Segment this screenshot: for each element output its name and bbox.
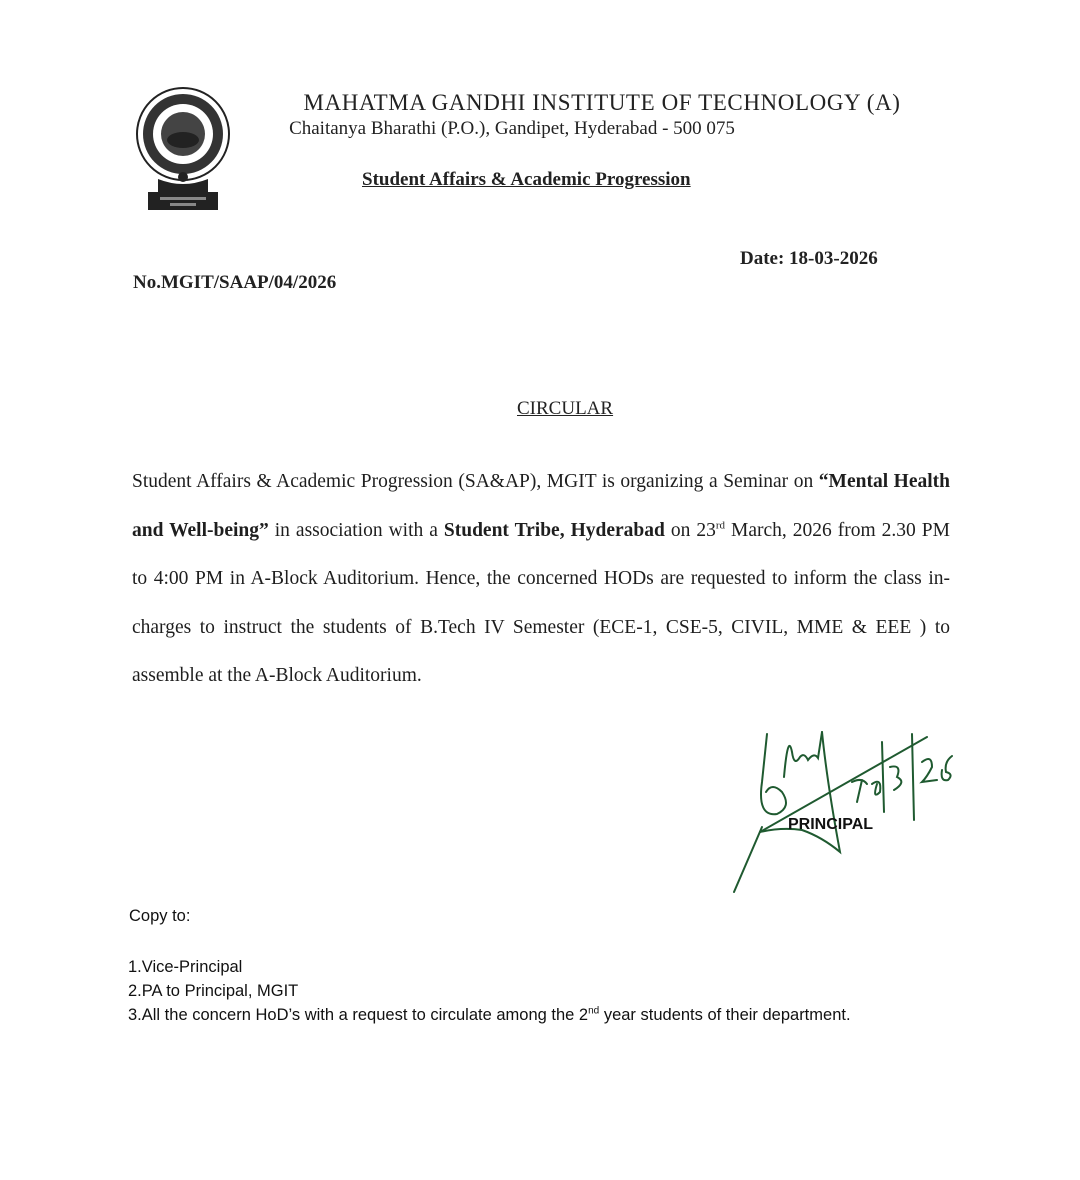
copy-to-item-text: year students of their department. <box>599 1006 851 1024</box>
body-text: on <box>664 519 697 541</box>
circular-body <box>132 458 950 701</box>
body-text: in association with a <box>268 519 444 541</box>
institute-logo <box>128 84 238 214</box>
copy-to-list <box>128 955 851 1027</box>
principal-designation: PRINCIPAL <box>788 816 874 833</box>
copy-to-item <box>128 1003 851 1027</box>
body-text: Student Affairs & Academic Progression (SA&AP), MGIT is organizing a Seminar on <box>132 471 819 492</box>
principal-signature <box>722 722 972 897</box>
ordinal-suffix: nd <box>588 1005 600 1017</box>
reference-number: No.MGIT/SAAP/04/2026 <box>133 272 337 293</box>
seminar-topic: “Mental Health and Well-being” <box>132 471 950 541</box>
emblem-icon <box>128 84 238 214</box>
institute-name: MAHATMA GANDHI INSTITUTE OF TECHNOLOGY (A) <box>303 90 901 115</box>
event-day-suffix: rd <box>715 519 726 531</box>
copy-to-item: 2.PA to Principal, MGIT <box>128 982 299 1000</box>
department-heading: Student Affairs & Academic Progression <box>362 169 691 190</box>
signature-icon <box>722 722 972 897</box>
copy-to-label: Copy to: <box>129 907 191 925</box>
copy-to-item: 1.Vice-Principal <box>128 958 243 976</box>
partner-name: Student Tribe, Hyderabad <box>443 519 665 541</box>
circular-date: Date: 18-03-2026 <box>740 248 878 269</box>
institute-address: Chaitanya Bharathi (P.O.), Gandipet, Hyderabad - 500 075 <box>289 118 735 139</box>
event-day: 23 <box>696 519 716 541</box>
copy-to-item-text: 3.All the concern HoD’s with a request to circulate among the 2 <box>128 1006 589 1024</box>
body-text: March, 2026 from 2.30 PM to 4:00 PM in A-Block Auditorium. Hence, the concerned HODs are requested to inform the class in-charges to instruct the students of B.Tech IV Semester (ECE-1, CSE-5, CIVIL, MME & EEE ) to assemble at the A-Block Auditorium. <box>132 519 950 686</box>
document-title: CIRCULAR <box>517 398 614 419</box>
